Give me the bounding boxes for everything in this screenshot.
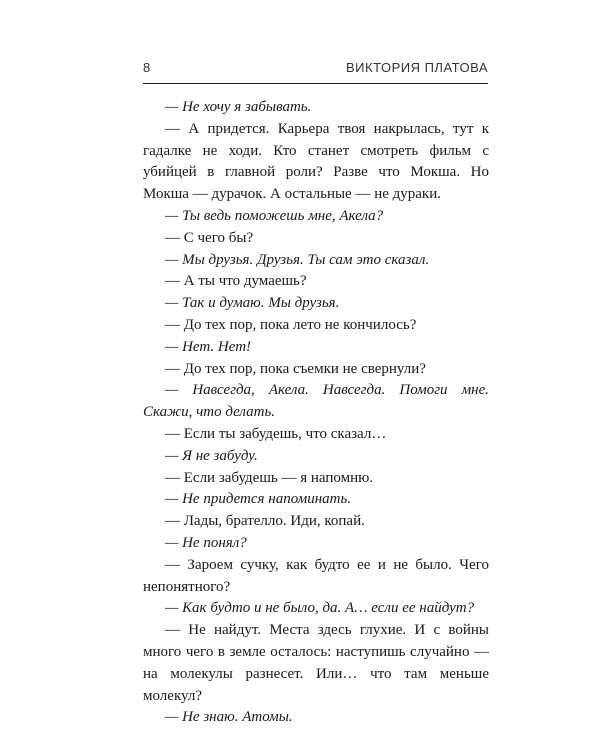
paragraph: — Если забудешь — я напомню.	[165, 469, 374, 486]
paragraph: — Лады, брателло. Иди, копай.	[165, 513, 365, 530]
paragraph: — А придется. Карьера твоя накрылась, тут к гадалке не ходи. Кто станет смотреть фильм с убийцей в главной роли? Разве что Мокша. Но Мокша — дурачок. А остальные — не дураки.	[143, 120, 489, 203]
paragraph: — С чего бы?	[165, 229, 254, 246]
paragraph: — До тех пор, пока съемки не свернули?	[165, 360, 426, 377]
paragraph: — Не знаю. Атомы.	[165, 709, 293, 726]
page-number: 8	[143, 60, 151, 75]
paragraph: — Не понял?	[165, 534, 247, 551]
paragraph: — Я не забуду.	[165, 447, 258, 464]
paragraph: — Если ты забудешь, что сказал…	[165, 425, 387, 442]
paragraph: — Зароем сучку, как будто ее и не было. Чего непонятного?	[143, 556, 489, 595]
paragraph: — А ты что думаешь?	[165, 273, 307, 290]
paragraph: — Не хочу я забывать.	[165, 99, 312, 115]
paragraph: — Нет. Нет!	[165, 338, 252, 355]
body-text	[143, 97, 489, 729]
paragraph: — Как будто и не было, да. А… если ее найдут?	[165, 600, 475, 617]
paragraph: — Не придется напоминать.	[165, 491, 352, 508]
paragraph: — Так и думаю. Мы друзья.	[165, 295, 340, 312]
paragraph: — До тех пор, пока лето не кончилось?	[165, 316, 417, 333]
running-head	[143, 57, 488, 84]
paragraph: — Мы друзья. Друзья. Ты сам это сказал.	[165, 251, 430, 268]
paragraph: — Не найдут. Места здесь глухие. И с войны много чего в земле осталось: наступишь случайно — на молекулы разнесет. Или… что там меньше молекул?	[143, 622, 489, 704]
author-name: ВИКТОРИЯ ПЛАТОВА	[346, 60, 488, 75]
paragraph: — Навсегда, Акела. Навсегда. Помоги мне. Скажи, что делать.	[143, 382, 489, 421]
paragraph: — Ты ведь поможешь мне, Акела?	[165, 207, 384, 224]
